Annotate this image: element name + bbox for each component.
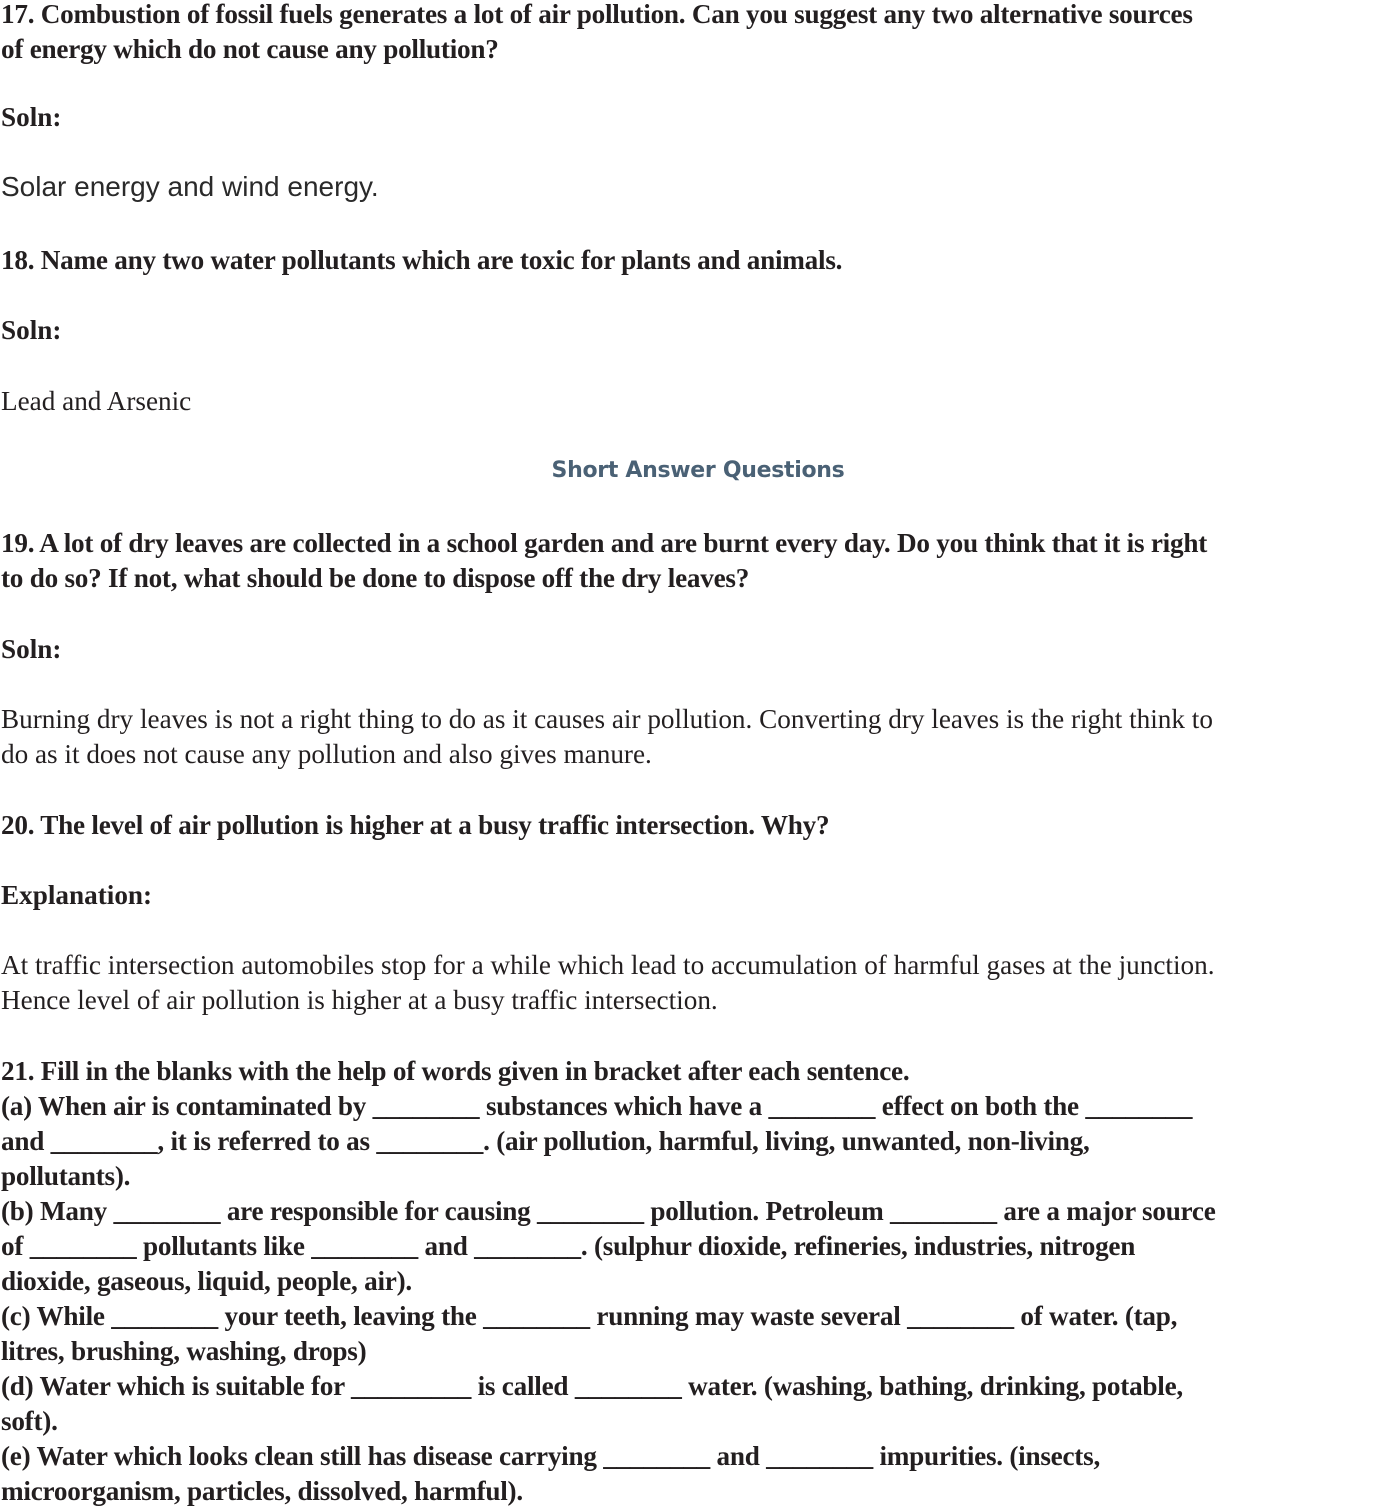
- question-17-line-2: of energy which do not cause any pollution?: [1, 34, 499, 64]
- question-21-title: 21. Fill in the blanks with the help of words given in bracket after each sentence.: [1, 1056, 910, 1086]
- question-19: [1, 526, 1207, 596]
- question-21-line: dioxide, gaseous, liquid, people, air).: [1, 1266, 412, 1296]
- question-19-answer-line-2: do as it does not cause any pollution and also gives manure.: [1, 739, 652, 769]
- question-18-answer: Lead and Arsenic: [1, 386, 192, 416]
- question-21-line: (d) Water which is suitable for _________ is called ________ water. (washing, bathing, drinking, potable,: [1, 1371, 1183, 1401]
- question-18-answer-label: Soln:: [1, 315, 62, 345]
- question-20: 20. The level of air pollution is higher at a busy traffic intersection. Why?: [1, 810, 830, 840]
- question-20-answer-line-2: Hence level of air pollution is higher at a busy traffic intersection.: [1, 985, 718, 1015]
- question-21-line: (e) Water which looks clean still has disease carrying ________ and ________ impurities. (insects,: [1, 1441, 1100, 1471]
- question-19-line-2: to do so? If not, what should be done to dispose off the dry leaves?: [1, 563, 750, 593]
- question-17-answer: Solar energy and wind energy.: [1, 171, 379, 202]
- question-19-answer-line-1: Burning dry leaves is not a right thing to do as it causes air pollution. Converting dry leaves is the right think to: [1, 704, 1213, 734]
- question-21-line: (a) When air is contaminated by ________ substances which have a ________ effect on both the ________: [1, 1091, 1193, 1121]
- question-19-line-1: 19. A lot of dry leaves are collected in a school garden and are burnt every day. Do you think that it is right: [1, 528, 1207, 558]
- question-21-line: (c) While ________ your teeth, leaving the ________ running may waste several ________ of water. (tap,: [1, 1301, 1178, 1331]
- question-20-answer-label: Explanation:: [1, 880, 153, 910]
- question-17-line-1: 17. Combustion of fossil fuels generates a lot of air pollution. Can you suggest any two alternative sources: [1, 0, 1193, 29]
- question-21-line: and ________, it is referred to as ________. (air pollution, harmful, living, unwanted, non-living,: [1, 1126, 1090, 1156]
- question-21-line: of ________ pollutants like ________ and ________. (sulphur dioxide, refineries, industries, nitrogen: [1, 1231, 1136, 1261]
- question-21-line: pollutants).: [1, 1161, 131, 1191]
- question-19-answer: [1, 702, 1213, 772]
- question-17-answer-label: Soln:: [1, 102, 62, 132]
- question-21: [1, 1054, 1216, 1509]
- question-20-answer-line-1: At traffic intersection automobiles stop for a while which lead to accumulation of harmful gases at the junction.: [1, 950, 1215, 980]
- question-18: 18. Name any two water pollutants which are toxic for plants and animals.: [1, 245, 843, 275]
- question-17: [1, 0, 1193, 67]
- question-20-answer: [1, 948, 1215, 1018]
- question-21-line: microorganism, particles, dissolved, harmful).: [1, 1476, 523, 1506]
- section-heading: Short Answer Questions: [551, 458, 845, 483]
- question-21-line: soft).: [1, 1406, 58, 1436]
- question-19-answer-label: Soln:: [1, 634, 62, 664]
- question-21-line: litres, brushing, washing, drops): [1, 1336, 367, 1366]
- question-21-line: (b) Many ________ are responsible for causing ________ pollution. Petroleum ________ are a major source: [1, 1196, 1216, 1226]
